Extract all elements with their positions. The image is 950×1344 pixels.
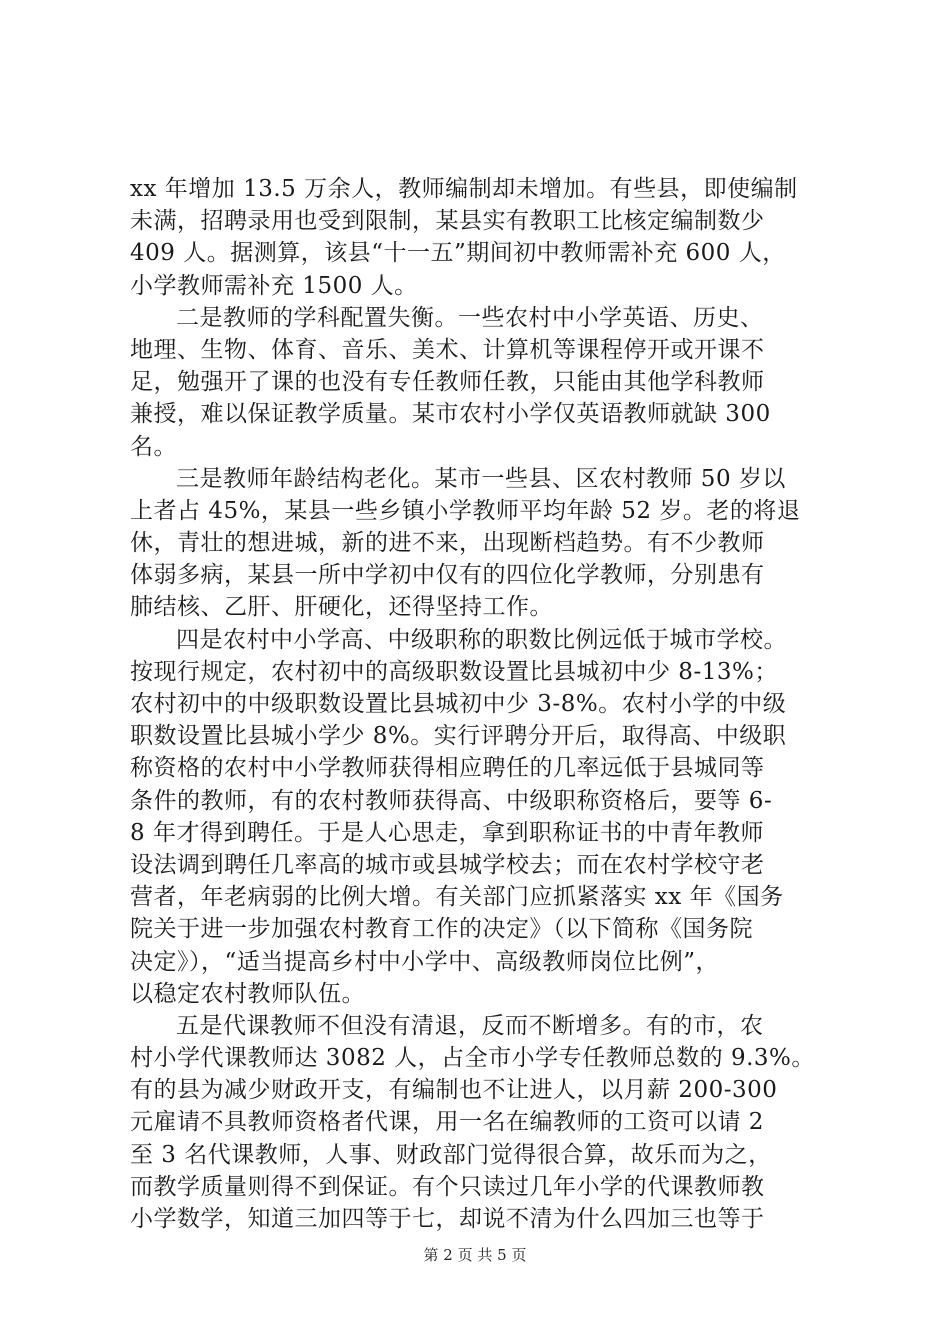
text-line: 以稳定农村教师队伍。 (130, 980, 365, 1007)
text-line: xx 年增加 13.5 万余人，教师编制却未增加。有些县，即使编制 (130, 176, 798, 202)
text-line: 村小学代课教师达 3082 人，占全市小学专任教师总数的 9.3%。 (130, 1045, 815, 1072)
text-line: 有的县为减少财政开支，有编制也不让进人，以月薪 200-300 (130, 1077, 778, 1104)
paragraph-start-line: 二是教师的学科配置失衡。一些农村中小学英语、历史、 (176, 304, 764, 331)
text-line: 地理、生物、体育、音乐、美术、计算机等课程停开或开课不 (130, 336, 765, 363)
document-body (130, 173, 835, 1235)
text-line: 设法调到聘任几率高的城市或县城学校去；而在农村学校守老 (130, 851, 765, 878)
text-line: 农村初中的中级职数设置比县城初中少 3-8%。农村小学的中级 (130, 691, 787, 717)
text-line: 条件的教师，有的农村教师获得高、中级职称资格后，要等 6- (130, 787, 773, 814)
text-line: 足，勉强开了课的也没有专任教师任教，只能由其他学科教师 (130, 369, 765, 396)
text-line: 8 年才得到聘任。于是人心思走，拿到职称证书的中青年教师 (130, 819, 764, 846)
text-line: 按现行规定，农村初中的高级职数设置比县城初中少 8-13%； (130, 658, 778, 685)
text-line: 院关于进一步加强农村教育工作的决定》（以下简称《国务院 (130, 916, 753, 943)
text-line: 肺结核、乙肝、肝硬化，还得坚持工作。 (130, 594, 553, 621)
paragraph-start-line: 三是教师年龄结构老化。某市一些县、区农村教师 50 岁以 (176, 465, 786, 492)
text-line: 休，青壮的想进城，新的进不来，出现断档趋势。有不少教师 (130, 530, 765, 557)
page-number-footer: 第 2 页 共 5 页 (423, 1246, 527, 1264)
text-line: 称资格的农村中小学教师获得相应聘任的几率远低于县城同等 (130, 755, 765, 782)
text-line: 名。 (130, 433, 177, 460)
text-line: 至 3 名代课教师，人事、财政部门觉得很合算，故乐而为之， (130, 1141, 772, 1168)
text-line: 小学数学，知道三加四等于七，却说不清为什么四加三也等于 (130, 1206, 765, 1232)
text-line: 409 人。据测算，该县“十一五”期间初中教师需补充 600 人， (130, 240, 786, 267)
text-line: 决定》），“适当提高乡村中小学中、高级教师岗位比例”， (130, 948, 720, 975)
text-line: 职数设置比县城小学少 8%。实行评聘分开后，取得高、中级职 (130, 723, 787, 750)
text-line: 营者，年老病弱的比例大增。有关部门应抓紧落实 xx 年《国务 (130, 884, 784, 911)
text-line: 兼授，难以保证教学质量。某市农村小学仅英语教师就缺 300 (130, 401, 771, 428)
paragraph-start-line: 五是代课教师不但没有清退，反而不断增多。有的市，农 (176, 1012, 764, 1039)
text-line: 小学教师需补充 1500 人。 (130, 272, 418, 299)
text-line: 元雇请不具教师资格者代课，用一名在编教师的工资可以请 2 (130, 1109, 764, 1136)
text-line: 而教学质量则得不到保证。有个只读过几年小学的代课教师教 (130, 1173, 765, 1200)
text-line: 未满，招聘录用也受到限制，某县实有教职工比核定编制数少 (130, 208, 765, 235)
text-line: 体弱多病，某县一所中学初中仅有的四位化学教师，分别患有 (130, 562, 765, 589)
text-line: 上者占 45%，某县一些乡镇小学教师平均年龄 52 岁。老的将退 (130, 497, 801, 524)
paragraph-start-line: 四是农村中小学高、中级职称的职数比例远低于城市学校。 (176, 626, 787, 653)
